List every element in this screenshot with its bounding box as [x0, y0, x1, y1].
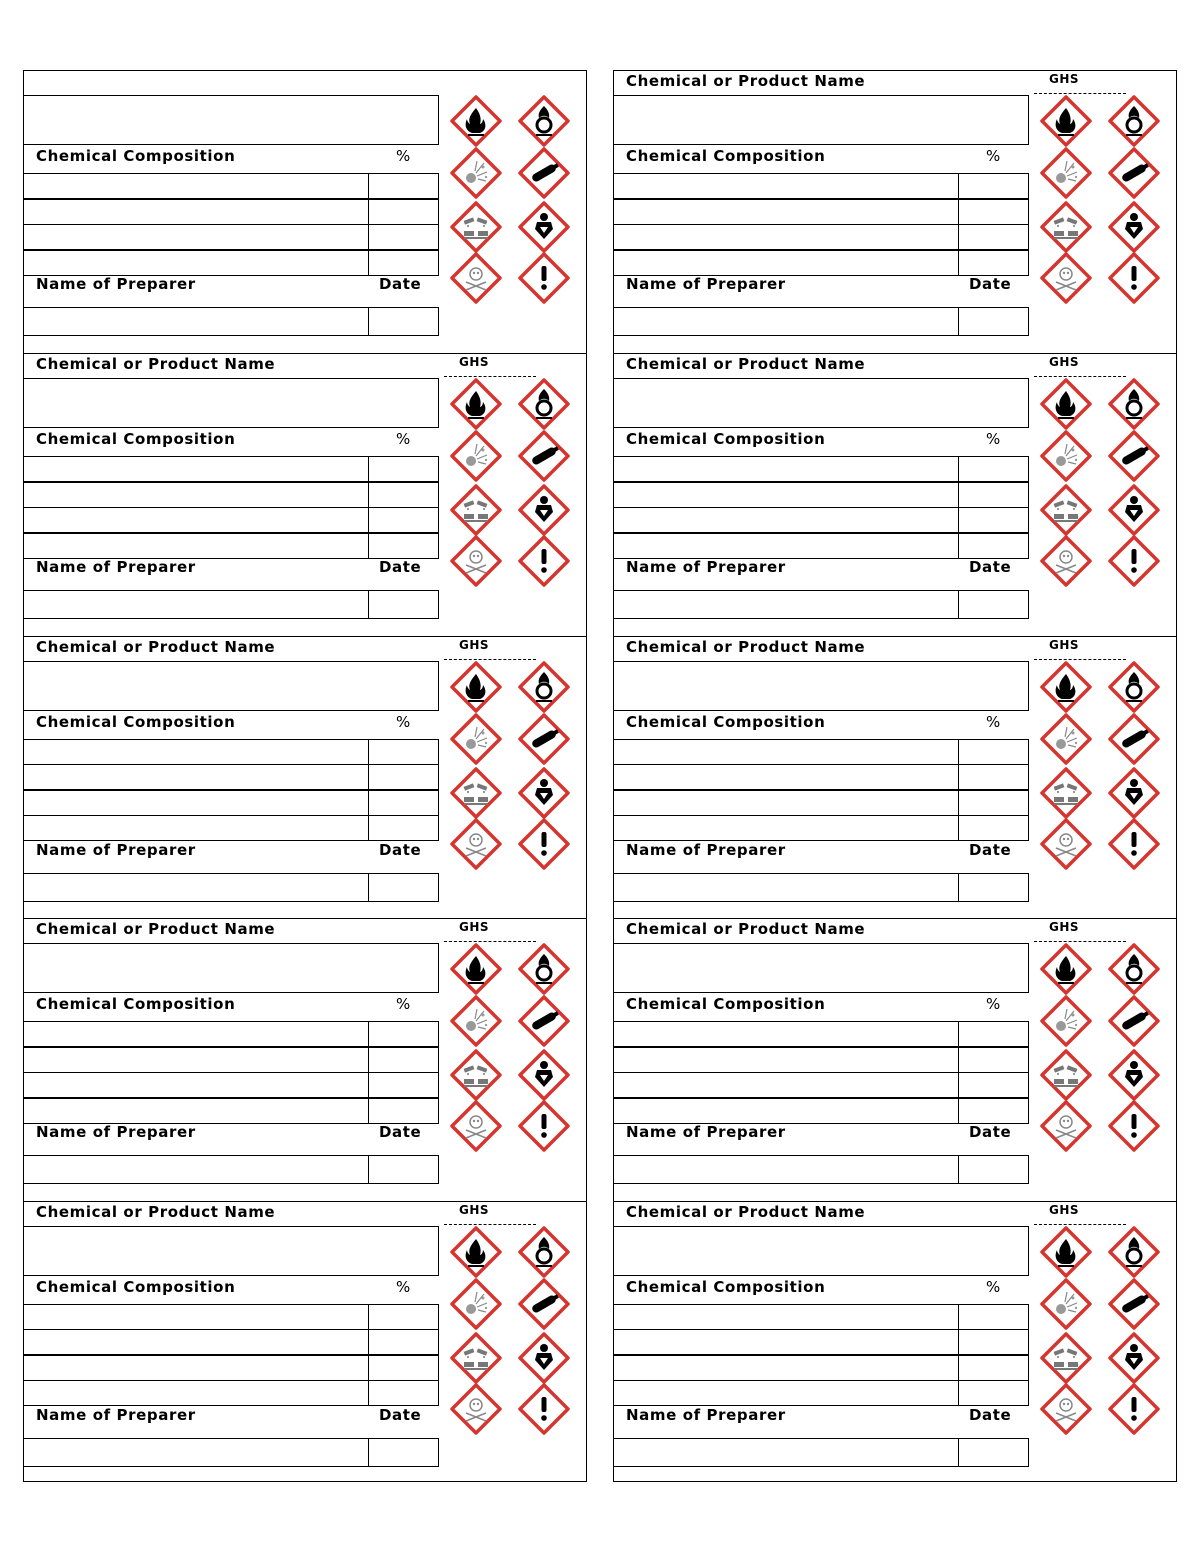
percent-field[interactable] [368, 1021, 439, 1047]
preparer-field[interactable] [24, 873, 369, 902]
percent-field[interactable] [958, 224, 1029, 250]
health-hazard-icon[interactable] [518, 1332, 570, 1384]
flame-over-circle-icon[interactable] [1108, 943, 1160, 995]
skull-crossbones-icon[interactable] [450, 1383, 502, 1435]
composition-label: Chemical Composition [626, 1277, 826, 1296]
exploding-bomb-icon[interactable] [1040, 713, 1092, 765]
product-name-field[interactable] [614, 95, 1029, 145]
exploding-bomb-icon[interactable] [450, 430, 502, 482]
preparer-label: Name of Preparer [626, 558, 786, 577]
date-label: Date [379, 840, 422, 859]
percent-field[interactable] [958, 507, 1029, 533]
percent-label: % [986, 430, 1001, 449]
flame-over-circle-icon[interactable] [518, 1226, 570, 1278]
label-column-right [613, 70, 1177, 1482]
product-name-field[interactable] [24, 661, 439, 711]
exclamation-mark-icon[interactable] [1108, 1383, 1160, 1435]
composition-field[interactable] [24, 1355, 369, 1381]
product-name-label: Chemical or Product Name [626, 920, 866, 939]
percent-field[interactable] [368, 764, 439, 790]
percent-field[interactable] [958, 764, 1029, 790]
chemical-label-right-2 [614, 353, 1176, 635]
chemical-label-right-5 [614, 1201, 1176, 1483]
composition-field[interactable] [24, 764, 369, 790]
composition-field[interactable] [614, 815, 959, 841]
composition-field[interactable] [24, 173, 369, 199]
composition-field[interactable] [614, 1021, 959, 1047]
ghs-divider [1034, 659, 1126, 660]
composition-field[interactable] [24, 1380, 369, 1406]
corrosion-icon[interactable] [1040, 1049, 1092, 1101]
preparer-label: Name of Preparer [626, 840, 786, 859]
health-hazard-icon[interactable] [518, 484, 570, 536]
composition-label: Chemical Composition [36, 1277, 236, 1296]
corrosion-icon[interactable] [450, 201, 502, 253]
percent-label: % [986, 712, 1001, 731]
product-name-field[interactable] [614, 943, 1029, 993]
composition-field[interactable] [614, 199, 959, 225]
flame-icon[interactable] [450, 661, 502, 713]
gas-cylinder-icon[interactable] [1108, 1278, 1160, 1330]
composition-field[interactable] [24, 1329, 369, 1355]
percent-label: % [396, 147, 411, 165]
composition-field[interactable] [614, 173, 959, 199]
exploding-bomb-icon[interactable] [1040, 1278, 1092, 1330]
chemical-label-right-4 [614, 918, 1176, 1200]
composition-field[interactable] [24, 1047, 369, 1073]
date-field[interactable] [958, 590, 1029, 619]
health-hazard-icon[interactable] [1108, 767, 1160, 819]
percent-field[interactable] [368, 790, 439, 816]
health-hazard-icon[interactable] [1108, 201, 1160, 253]
product-name-field[interactable] [24, 95, 439, 145]
flame-over-circle-icon[interactable] [518, 661, 570, 713]
chemical-label-left-3 [24, 636, 586, 918]
percent-field[interactable] [368, 250, 439, 276]
flame-over-circle-icon[interactable] [518, 943, 570, 995]
gas-cylinder-icon[interactable] [1108, 430, 1160, 482]
percent-field[interactable] [958, 482, 1029, 508]
preparer-label: Name of Preparer [36, 1405, 196, 1424]
ghs-divider [444, 1224, 536, 1225]
flame-icon[interactable] [450, 95, 502, 147]
date-field[interactable] [368, 873, 439, 902]
flame-icon[interactable] [1040, 1226, 1092, 1278]
percent-label: % [396, 1277, 411, 1296]
flame-icon[interactable] [450, 1226, 502, 1278]
preparer-label: Name of Preparer [36, 558, 196, 577]
date-label: Date [969, 1123, 1012, 1142]
ghs-divider [444, 941, 536, 942]
composition-label: Chemical Composition [36, 147, 236, 165]
ghs-divider [1034, 93, 1126, 94]
composition-field[interactable] [24, 1021, 369, 1047]
composition-label: Chemical Composition [626, 430, 826, 449]
ghs-divider [444, 376, 536, 377]
product-name-field[interactable] [24, 1226, 439, 1276]
percent-field[interactable] [368, 224, 439, 250]
exploding-bomb-icon[interactable] [1040, 430, 1092, 482]
date-field[interactable] [368, 590, 439, 619]
composition-field[interactable] [614, 1355, 959, 1381]
composition-field[interactable] [614, 533, 959, 559]
flame-icon[interactable] [1040, 661, 1092, 713]
exclamation-mark-icon[interactable] [518, 1100, 570, 1152]
percent-field[interactable] [958, 250, 1029, 276]
composition-field[interactable] [614, 764, 959, 790]
composition-field[interactable] [24, 815, 369, 841]
composition-label: Chemical Composition [36, 995, 236, 1014]
preparer-label: Name of Preparer [36, 1123, 196, 1142]
composition-field[interactable] [24, 790, 369, 816]
preparer-label: Name of Preparer [626, 1405, 786, 1424]
date-label: Date [969, 1405, 1012, 1424]
corrosion-icon[interactable] [1040, 767, 1092, 819]
percent-field[interactable] [368, 1304, 439, 1330]
skull-crossbones-icon[interactable] [450, 252, 502, 304]
date-field[interactable] [958, 1438, 1029, 1467]
composition-field[interactable] [24, 456, 369, 482]
percent-field[interactable] [958, 1355, 1029, 1381]
ghs-label: GHS [1049, 637, 1080, 652]
percent-field[interactable] [958, 1380, 1029, 1406]
ghs-divider [1034, 376, 1126, 377]
chemical-label-right-3 [614, 636, 1176, 918]
composition-field[interactable] [614, 507, 959, 533]
percent-field[interactable] [368, 1098, 439, 1124]
composition-label: Chemical Composition [626, 147, 826, 165]
percent-field[interactable] [958, 533, 1029, 559]
percent-field[interactable] [958, 1021, 1029, 1047]
preparer-field[interactable] [614, 307, 959, 336]
preparer-field[interactable] [614, 1438, 959, 1467]
preparer-field[interactable] [614, 590, 959, 619]
composition-field[interactable] [614, 482, 959, 508]
skull-crossbones-icon[interactable] [1040, 535, 1092, 587]
percent-field[interactable] [368, 482, 439, 508]
date-field[interactable] [368, 307, 439, 336]
preparer-field[interactable] [24, 1438, 369, 1467]
percent-field[interactable] [958, 1304, 1029, 1330]
date-label: Date [379, 275, 422, 293]
composition-field[interactable] [614, 1304, 959, 1330]
product-name-label: Chemical or Product Name [626, 1202, 866, 1221]
composition-label: Chemical Composition [626, 712, 826, 731]
exploding-bomb-icon[interactable] [450, 995, 502, 1047]
health-hazard-icon[interactable] [1108, 1049, 1160, 1101]
percent-field[interactable] [368, 199, 439, 225]
composition-field[interactable] [614, 224, 959, 250]
chemical-label-left-2 [24, 353, 586, 635]
percent-field[interactable] [368, 739, 439, 765]
gas-cylinder-icon[interactable] [1108, 713, 1160, 765]
composition-label: Chemical Composition [626, 995, 826, 1014]
exploding-bomb-icon[interactable] [450, 147, 502, 199]
percent-field[interactable] [958, 456, 1029, 482]
percent-field[interactable] [958, 739, 1029, 765]
date-field[interactable] [368, 1438, 439, 1467]
percent-field[interactable] [368, 173, 439, 199]
skull-crossbones-icon[interactable] [1040, 818, 1092, 870]
composition-field[interactable] [614, 1098, 959, 1124]
preparer-field[interactable] [614, 873, 959, 902]
flame-over-circle-icon[interactable] [1108, 661, 1160, 713]
percent-field[interactable] [958, 1072, 1029, 1098]
date-label: Date [969, 840, 1012, 859]
flame-icon[interactable] [450, 378, 502, 430]
exclamation-mark-icon[interactable] [518, 535, 570, 587]
composition-field[interactable] [24, 507, 369, 533]
date-label: Date [379, 558, 422, 577]
product-name-label: Chemical or Product Name [626, 72, 866, 90]
flame-over-circle-icon[interactable] [1108, 1226, 1160, 1278]
skull-crossbones-icon[interactable] [450, 818, 502, 870]
product-name-field[interactable] [24, 378, 439, 428]
ghs-label: GHS [1049, 355, 1080, 370]
gas-cylinder-icon[interactable] [1108, 147, 1160, 199]
corrosion-icon[interactable] [1040, 1332, 1092, 1384]
product-name-label: Chemical or Product Name [626, 355, 866, 374]
product-name-field[interactable] [614, 661, 1029, 711]
chemical-label-left-4 [24, 918, 586, 1200]
preparer-label: Name of Preparer [626, 275, 786, 293]
composition-field[interactable] [614, 1329, 959, 1355]
composition-field[interactable] [24, 533, 369, 559]
chemical-label-right-1 [614, 71, 1176, 353]
health-hazard-icon[interactable] [1108, 1332, 1160, 1384]
flame-icon[interactable] [1040, 378, 1092, 430]
date-field[interactable] [958, 307, 1029, 336]
gas-cylinder-icon[interactable] [1108, 995, 1160, 1047]
composition-field[interactable] [614, 456, 959, 482]
product-name-field[interactable] [24, 943, 439, 993]
exclamation-mark-icon[interactable] [1108, 252, 1160, 304]
preparer-field[interactable] [24, 590, 369, 619]
corrosion-icon[interactable] [450, 1049, 502, 1101]
composition-field[interactable] [24, 739, 369, 765]
exclamation-mark-icon[interactable] [518, 818, 570, 870]
date-label: Date [379, 1405, 422, 1424]
exclamation-mark-icon[interactable] [1108, 818, 1160, 870]
skull-crossbones-icon[interactable] [1040, 1383, 1092, 1435]
label-column-left [23, 70, 587, 1482]
product-name-label: Chemical or Product Name [626, 637, 866, 656]
percent-field[interactable] [958, 815, 1029, 841]
percent-field[interactable] [368, 533, 439, 559]
preparer-label: Name of Preparer [36, 840, 196, 859]
composition-field[interactable] [24, 224, 369, 250]
corrosion-icon[interactable] [450, 1332, 502, 1384]
composition-field[interactable] [614, 1072, 959, 1098]
composition-label: Chemical Composition [36, 430, 236, 449]
percent-label: % [396, 995, 411, 1014]
preparer-field[interactable] [24, 307, 369, 336]
percent-label: % [986, 147, 1001, 165]
percent-label: % [396, 712, 411, 731]
ghs-divider [1034, 1224, 1126, 1225]
percent-field[interactable] [368, 1047, 439, 1073]
exploding-bomb-icon[interactable] [450, 713, 502, 765]
chemical-label-left-1 [24, 71, 586, 353]
percent-field[interactable] [368, 1355, 439, 1381]
percent-field[interactable] [368, 1380, 439, 1406]
gas-cylinder-icon[interactable] [518, 995, 570, 1047]
health-hazard-icon[interactable] [1108, 484, 1160, 536]
percent-field[interactable] [958, 1329, 1029, 1355]
exploding-bomb-icon[interactable] [1040, 995, 1092, 1047]
gas-cylinder-icon[interactable] [518, 713, 570, 765]
product-name-label: Chemical or Product Name [36, 637, 276, 656]
percent-label: % [986, 1277, 1001, 1296]
flame-over-circle-icon[interactable] [1108, 378, 1160, 430]
date-field[interactable] [958, 1155, 1029, 1184]
percent-field[interactable] [958, 790, 1029, 816]
preparer-field[interactable] [24, 1155, 369, 1184]
corrosion-icon[interactable] [450, 484, 502, 536]
gas-cylinder-icon[interactable] [518, 1278, 570, 1330]
percent-field[interactable] [368, 1072, 439, 1098]
composition-field[interactable] [614, 790, 959, 816]
exploding-bomb-icon[interactable] [1040, 147, 1092, 199]
ghs-label: GHS [459, 1202, 490, 1217]
percent-field[interactable] [368, 456, 439, 482]
ghs-label: GHS [459, 355, 490, 370]
exclamation-mark-icon[interactable] [1108, 535, 1160, 587]
ghs-label: GHS [1049, 72, 1080, 86]
preparer-label: Name of Preparer [626, 1123, 786, 1142]
composition-field[interactable] [24, 199, 369, 225]
percent-label: % [986, 995, 1001, 1014]
percent-field[interactable] [958, 199, 1029, 225]
percent-label: % [396, 430, 411, 449]
flame-icon[interactable] [1040, 95, 1092, 147]
flame-over-circle-icon[interactable] [518, 378, 570, 430]
product-name-label: Chemical or Product Name [36, 1202, 276, 1221]
flame-icon[interactable] [450, 943, 502, 995]
composition-field[interactable] [614, 739, 959, 765]
product-name-label: Chemical or Product Name [36, 920, 276, 939]
health-hazard-icon[interactable] [518, 767, 570, 819]
product-name-label: Chemical or Product Name [36, 355, 276, 374]
composition-field[interactable] [614, 1047, 959, 1073]
percent-field[interactable] [958, 173, 1029, 199]
gas-cylinder-icon[interactable] [518, 430, 570, 482]
product-name-field[interactable] [614, 1226, 1029, 1276]
ghs-label: GHS [1049, 1202, 1080, 1217]
flame-over-circle-icon[interactable] [1108, 95, 1160, 147]
composition-field[interactable] [614, 1380, 959, 1406]
corrosion-icon[interactable] [450, 767, 502, 819]
composition-label: Chemical Composition [36, 712, 236, 731]
exclamation-mark-icon[interactable] [1108, 1100, 1160, 1152]
composition-field[interactable] [24, 250, 369, 276]
preparer-field[interactable] [614, 1155, 959, 1184]
ghs-label: GHS [459, 637, 490, 652]
corrosion-icon[interactable] [1040, 201, 1092, 253]
exploding-bomb-icon[interactable] [450, 1278, 502, 1330]
flame-over-circle-icon[interactable] [518, 95, 570, 147]
gas-cylinder-icon[interactable] [518, 147, 570, 199]
ghs-divider [444, 659, 536, 660]
percent-field[interactable] [368, 815, 439, 841]
composition-field[interactable] [24, 482, 369, 508]
skull-crossbones-icon[interactable] [1040, 1100, 1092, 1152]
chemical-label-left-5 [24, 1201, 586, 1483]
ghs-label: GHS [459, 920, 490, 935]
skull-crossbones-icon[interactable] [450, 1100, 502, 1152]
exclamation-mark-icon[interactable] [518, 252, 570, 304]
composition-field[interactable] [24, 1098, 369, 1124]
date-label: Date [379, 1123, 422, 1142]
skull-crossbones-icon[interactable] [1040, 252, 1092, 304]
date-label: Date [969, 275, 1012, 293]
date-field[interactable] [368, 1155, 439, 1184]
date-label: Date [969, 558, 1012, 577]
percent-field[interactable] [368, 1329, 439, 1355]
percent-field[interactable] [958, 1098, 1029, 1124]
preparer-label: Name of Preparer [36, 275, 196, 293]
composition-field[interactable] [614, 250, 959, 276]
product-name-field[interactable] [614, 378, 1029, 428]
date-field[interactable] [958, 873, 1029, 902]
health-hazard-icon[interactable] [518, 201, 570, 253]
health-hazard-icon[interactable] [518, 1049, 570, 1101]
ghs-divider [1034, 941, 1126, 942]
flame-icon[interactable] [1040, 943, 1092, 995]
composition-field[interactable] [24, 1304, 369, 1330]
percent-field[interactable] [958, 1047, 1029, 1073]
composition-field[interactable] [24, 1072, 369, 1098]
exclamation-mark-icon[interactable] [518, 1383, 570, 1435]
percent-field[interactable] [368, 507, 439, 533]
ghs-label: GHS [1049, 920, 1080, 935]
corrosion-icon[interactable] [1040, 484, 1092, 536]
skull-crossbones-icon[interactable] [450, 535, 502, 587]
